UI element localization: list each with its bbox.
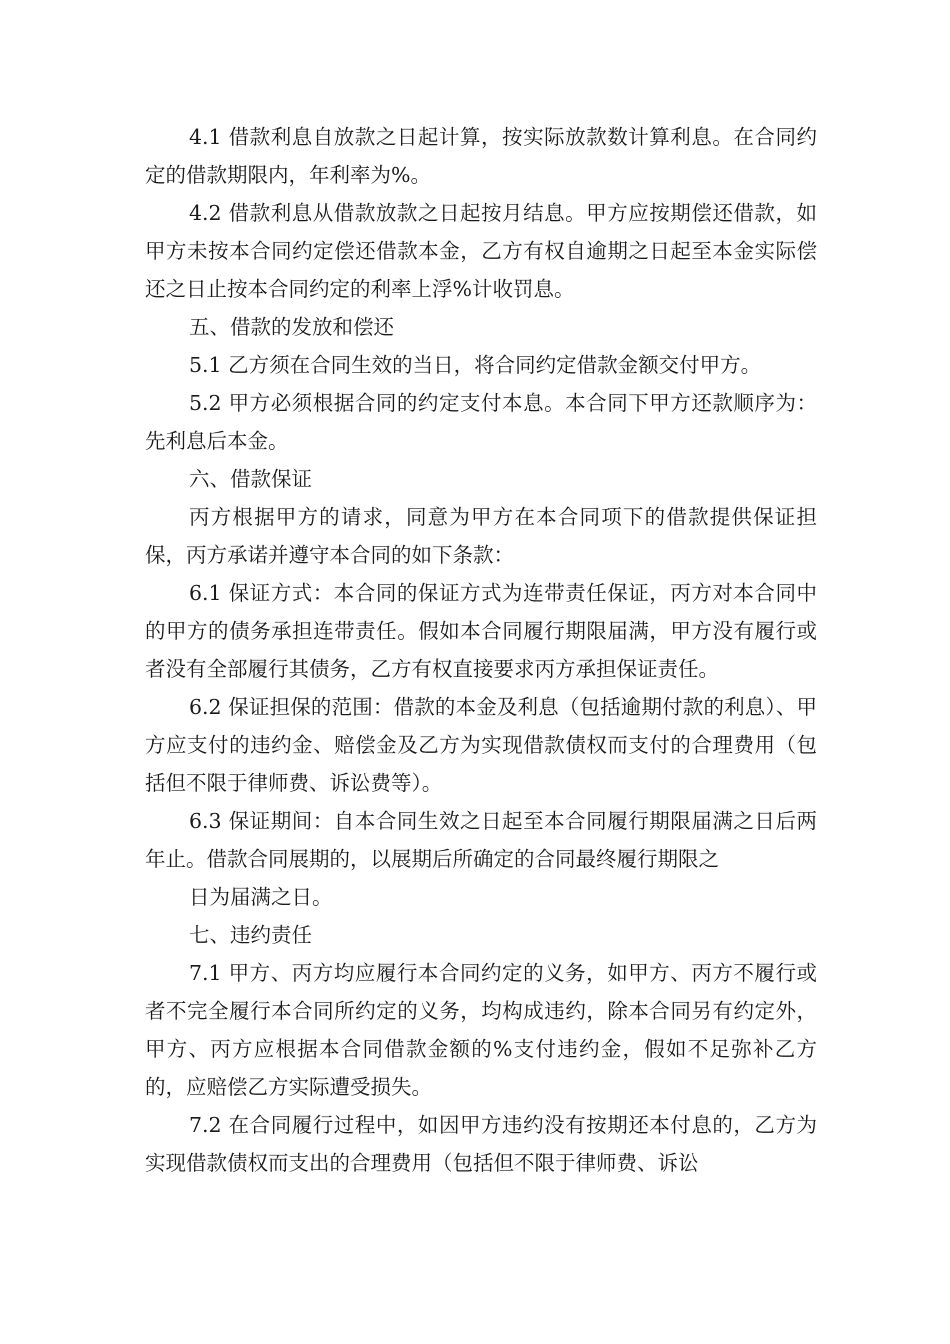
clause-5-2: 5.2 甲方必须根据合同的约定支付本息。本合同下甲方还款顺序为：先利息后本金。 [145,391,817,453]
clause-6-1: 6.1 保证方式：本合同的保证方式为连带责任保证，丙方对本合同中的甲方的债务承担连带责任。假如本合同履行期限届满，甲方没有履行或者没有全部履行其债务，乙方有权直接要求丙方承担保证责任。 [145,581,817,681]
clause-6-2: 6.2 保证担保的范围：借款的本金及利息（包括逾期付款的利息）、甲方应支付的违约金、赔偿金及乙方为实现借款债权而支付的合理费用（包括但不限于律师费、诉讼费等）。 [145,695,817,795]
section-7-heading: 七、违约责任 [189,923,312,947]
section-5-heading: 五、借款的发放和偿还 [189,315,394,339]
clause-6-3: 6.3 保证期间：自本合同生效之日起至本合同履行期限届满之日后两年止。借款合同展期的，以展期后所确定的合同最终履行期限之 [145,809,817,871]
clause-4-2: 4.2 借款利息从借款放款之日起按月结息。甲方应按期偿还借款，如甲方未按本合同约定偿还借款本金，乙方有权自逾期之日起至本金实际偿还之日止按本合同约定的利率上浮%计收罚息。 [145,201,817,301]
section-6-heading: 六、借款保证 [189,467,312,491]
clause-4-1: 4.1 借款利息自放款之日起计算，按实际放款数计算利息。在合同约定的借款期限内，年利率为%。 [145,125,817,187]
section-6-intro: 丙方根据甲方的请求，同意为甲方在本合同项下的借款提供保证担保，丙方承诺并遵守本合同的如下条款： [145,505,817,567]
clause-5-1: 5.1 乙方须在合同生效的当日，将合同约定借款金额交付甲方。 [189,353,762,377]
clause-6-3-continued: 日为届满之日。 [189,885,333,909]
clause-7-1: 7.1 甲方、丙方均应履行本合同约定的义务，如甲方、丙方不履行或者不完全履行本合同所约定的义务，均构成违约，除本合同另有约定外，甲方、丙方应根据本合同借款金额的%支付违约金，假如不足弥补乙方的，应赔偿乙方实际遭受损失。 [145,961,817,1099]
clause-7-2: 7.2 在合同履行过程中，如因甲方违约没有按期还本付息的，乙方为实现借款债权而支出的合理费用（包括但不限于律师费、诉讼 [145,1113,817,1175]
document-body [145,118,817,1182]
